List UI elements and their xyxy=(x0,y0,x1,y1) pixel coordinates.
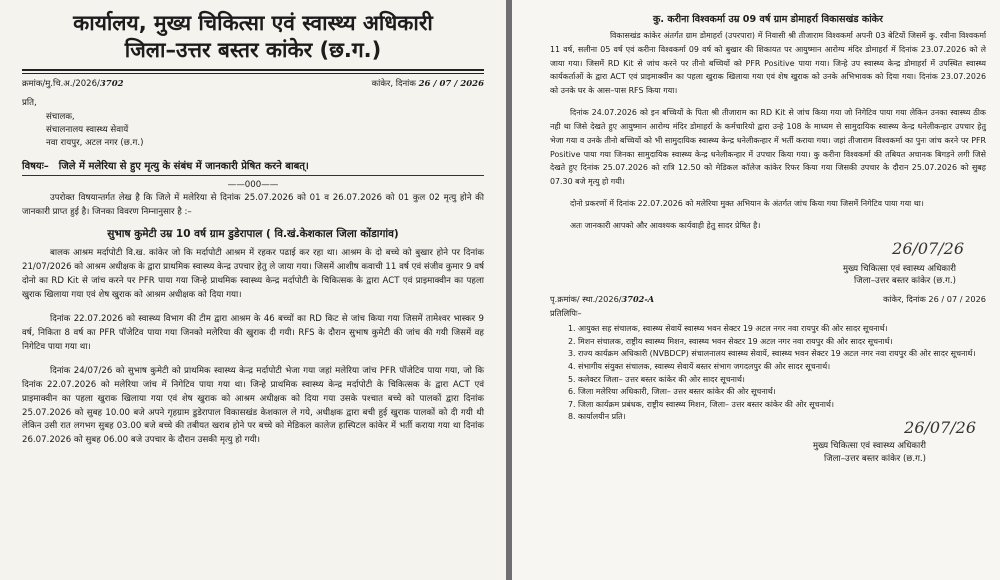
letter-date-2: कांकेर, दिनांक 26 / 07 / 2026 xyxy=(883,293,986,304)
office-header: कार्यालय, मुख्य चिकित्सा एवं स्वास्थ्य अधिकारी xyxy=(73,11,433,35)
list-item: 4. संभागीय संयुक्त संचालक, स्वास्थ्य सेवायें बस्तर संभाग जगदलपुर की ओर सादर सूचनार्थ। xyxy=(578,361,986,374)
reference-number-2: पृ.क्रमांक/ स्था./2026/3702-A xyxy=(550,293,655,304)
copy-list xyxy=(550,323,986,424)
summary-paragraph: दोनो प्रकरणों में दिनांक 22.07.2026 को मलेरिया मुक्त अभियान के अंतर्गत जांच किया गया जिसमें निगेटिव पाया गया था। xyxy=(570,199,924,209)
signature-area xyxy=(550,233,986,263)
address-line: नवा रायपुर, अटल नगर (छ.ग.) xyxy=(46,138,144,149)
signatory-district: जिला–उत्तर बस्तर कांकेर (छ.ग.) xyxy=(854,276,956,287)
subject-line: विषयः– जिले में मलेरिया से हुए मृत्यु के संबंध में जानकारी प्रेषित करने बाबत्। xyxy=(22,158,484,176)
handwritten-date: 26/07/26 xyxy=(892,238,964,258)
list-item: 1. आयुक्त सह संचालक, स्वास्थ्य सेवायें स्वास्थ्य भवन सेक्टर 19 अटल नगर नवा रायपुर की ओर सादर सूचनार्थ। xyxy=(578,323,986,336)
district-header: जिला–उत्तर बस्तर कांकेर (छ.ग.) xyxy=(124,38,382,63)
address-line: संचालक, xyxy=(46,111,75,122)
list-item: 7. जिला कार्यक्रम प्रबंधक, राष्ट्रीय स्वास्थ्य मिशन, जिला– उत्तर बस्तर कांकेर की ओर सूचनार्थ। xyxy=(578,399,986,412)
handwritten-date-2: 26/07/26 xyxy=(904,418,976,438)
case-heading: सुभाष कुमेटी उम्र 10 वर्ष ग्राम डुडेरापाल ( वि.खं.केशकाल जिला कोंडागांव) xyxy=(107,228,399,241)
list-item: 3. राज्य कार्यक्रम अधिकारी (NVBDCP) संचालनालय स्वास्थ्य सेवायें, स्वास्थ्य भवन सेक्टर 19 अटल नगर नवा रायपुर की ओर सादर सूचनार्थ। xyxy=(578,348,986,361)
signature-area-2 xyxy=(550,418,986,440)
copy-label: प्रतिलिपिः– xyxy=(550,307,582,318)
case-paragraph-2: दिनांक 22.07.2026 को स्वास्थ्य विभाग की टीम द्वारा आश्रम के 46 बच्चों का RD किट से जांच किया गया जिसमें तामेश्वर भास्कर 9 वर्ष, निकिता 8 वर्ष का PFR पॉजेटिव पाया गया जिनको मलेरिया की खुराक दी गयी। RFS के दौरान सुभाष कुमेटी की जांच की गयी जिसमें वह निगेटिव पाया गया था। xyxy=(22,313,484,352)
closing-paragraph: अतः जानकारी आपको और आवश्यक कार्यवाही हेतु सादर प्रेषित है। xyxy=(570,220,761,230)
case2-paragraph-1: विकासखंड कांकेर अंतर्गत ग्राम डोमाहर्रा (उपरपारा) में निवासी श्री तीजाराम विश्वकर्मा अपनी 03 बेटियों जिसमें कु. रवीना विश्वकर्मा 11 वर्ष, सलीना 05 वर्ष एवं करीना विश्वकर्मा 09 वर्ष को बुखार की शिकायत पर आयुष्मान आरोग्य मंदिर डोमाहर्रा में दिनांक 23.07.2026 को ले जाया गया। जिसमें RD Kit से जांच करने पर तीनो बच्चियों को PFR Positive पाया गया। जिन्हे उप स्वास्थ्य केन्द्र डोमाहर्रा में उपस्थित स्वास्थ्य कार्यकर्ताओं के द्वारा ACT एवं प्राइमाक्वीन का पहला खुराक खिलाया गया एवं शेष खुराक को उनके अभिभावक को दिया गया। दिनांक 23.07.2026 को उनके घर के आस–पास RFS किया गया। xyxy=(550,31,986,96)
signatory-district-2: जिला–उत्तर बस्तर कांकेर (छ.ग.) xyxy=(824,453,926,464)
intro-paragraph: उपरोक्त विषयान्तर्गत लेख है कि जिले में मलेरिया से दिनांक 25.07.2026 को 01 व 26.07.2026 को 01 कुल 02 मृत्यु होने की जानकारी प्राप्त हुई है। जिनका विवरण निम्नानुसार है :– xyxy=(22,193,484,218)
reference-row-2 xyxy=(550,294,986,305)
list-item: 5. कलेक्टर जिला– उत्तर बस्तर कांकेर की ओर सादर सूचनार्थ। xyxy=(578,374,986,387)
list-item: 6. जिला मलेरिया अधिकारी, जिला– उत्तर बस्तर कांकेर की ओर सूचनार्थ। xyxy=(578,386,986,399)
case2-paragraph-2: दिनांक 24.07.2026 को इन बच्चियों के पिता श्री तीजाराम का RD Kit से जांच किया गया जो निगेटिव पाया गया लेकिन उनका स्वास्थ्य ठीक नही था जिसे देखते हुए आयुष्मान आरोग्य मंदिर डोमाहर्रा के कर्मचारियो द्वारा उन्हे 108 के माध्यम से सामुदायिक स्वास्थ्य केन्द्र धनेलीकन्हार उपचार हेतु भेजा गया व उनके तीनो बच्चियों को भी सामुदायिक स्वास्थ्य केन्द्र धनेलीकन्हार में भर्ती कराया गया। जहां तीजाराम विश्वकर्मा का पुनः जांच करने पर PFR Positive पाया गया जिनका सामुदायिक स्वास्थ्य केन्द्र धनेलीकन्हार में उपचार किया गया। कु करीना विश्वकर्मा की तबियत अचानक बिगड़ने लगी जिसे देखते हुए दिनांक 25.07.2026 को रात्रि 12.50 को मेडिकल कॉलेज कांकेर रिफर किया गया जिसकी उपचार के दौरान 25.07.2026 को सुबह 07.30 बजे मृत्यु हो गयी। xyxy=(550,108,986,187)
separator: ——000—— xyxy=(227,180,279,191)
case-heading-2: कु. करीना विश्वकर्मा उम्र 09 वर्ष ग्राम डोमाहर्रा विकासखंड कांकेर xyxy=(653,14,883,25)
case-paragraph-3: दिनांक 24/07/26 को सुभाष कुमेटी को प्राथमिक स्वास्थ्य केन्द्र मर्दापोटी भेजा गया जहां मलेरिया जांच PFR पॉजेटिव पाया गया, जो कि दिनांक 22.07.2026 को मलेरिया जांच में निगेटिव पाया गया था। जिन्हे प्राथमिक स्वास्थ्य केन्द्र मर्दापोटी के चिकित्सक के द्वारा ACT एवं प्राइमाक्वीन का पहला खुराक खिलाया गया एवं शेष खुराक को आश्रम अधीक्षक को दिया गया उसके पश्चात बच्चे को पालकों द्वारा दिनांक 25.07.2026 को सुबह 10.00 बजे अपने गृहग्राम डुडेरापाल विकासखंड केशकाल ले गये, अधीक्षक द्वारा बची हुई खुराक पालकों को दी गयी थी लेकिन उसी रात लगभग सुबह 03.00 बजे बच्चे की तबीयत खराब होने पर बच्चे को मेडिकल कालेज हास्पिटल कांकेर में भर्ती कराया गया था दिनांक 26.07.2026 को सुबह 06.00 बजे उपचार के दौरान उसकी मृत्यु हो गयी। xyxy=(22,365,484,446)
reference-row xyxy=(22,78,484,89)
list-item: 2. मिशन संचालक, राष्ट्रीय स्वास्थ्य मिशन, स्वास्थ्य भवन सेक्टर 19 अटल नगर नवा रायपुर की ओर सादर सूचनार्थ। xyxy=(578,336,986,349)
letter-date: कांकेर, दिनांक 26 / 07 / 2026 xyxy=(371,78,484,89)
signatory-title-2: मुख्य चिकित्सा एवं स्वास्थ्य अधिकारी xyxy=(812,441,926,452)
list-item: 8. कार्यालयीन प्रति। xyxy=(578,411,986,424)
header-rule xyxy=(22,69,484,74)
address-line: संचालनालय स्वास्थ्य सेवायें xyxy=(46,124,129,135)
letter-page-2 xyxy=(512,0,1000,580)
case-paragraph-1: बालक आश्रम मर्दापोटी वि.ख. कांकेर जो कि मर्दापोटी आश्रम में रहकर पढाई कर रहा था। आश्रम के दो बच्चे को बुखार होने पर दिनांक 21/07/2026 को आश्रम अधीक्षक के द्वारा प्राथमिक स्वास्थ्य केन्द्र उपचार हेतु ले जाया गया। जिसमें आशीष कवाची 11 वर्ष एवं संजीव कुमार 9 वर्ष दोनो का RD Kit से जांच करने पर PFR पाया गया जिन्हे प्राथमिक स्वास्थ्य केन्द्र मर्दापोटी के चिकित्सक के द्वारा ACT एवं प्राइमाक्वीन का पहला खुराक खिलाया गया एवं शेष खुराक को आश्रम अधीक्षक को दिया गया। xyxy=(22,248,484,301)
reference-number: क्रमांक/मु.चि.अ./2026/3702 xyxy=(22,78,124,89)
recipient-label: प्रति, xyxy=(22,97,37,108)
signatory-title: मुख्य चिकित्सा एवं स्वास्थ्य अधिकारी xyxy=(842,263,956,274)
